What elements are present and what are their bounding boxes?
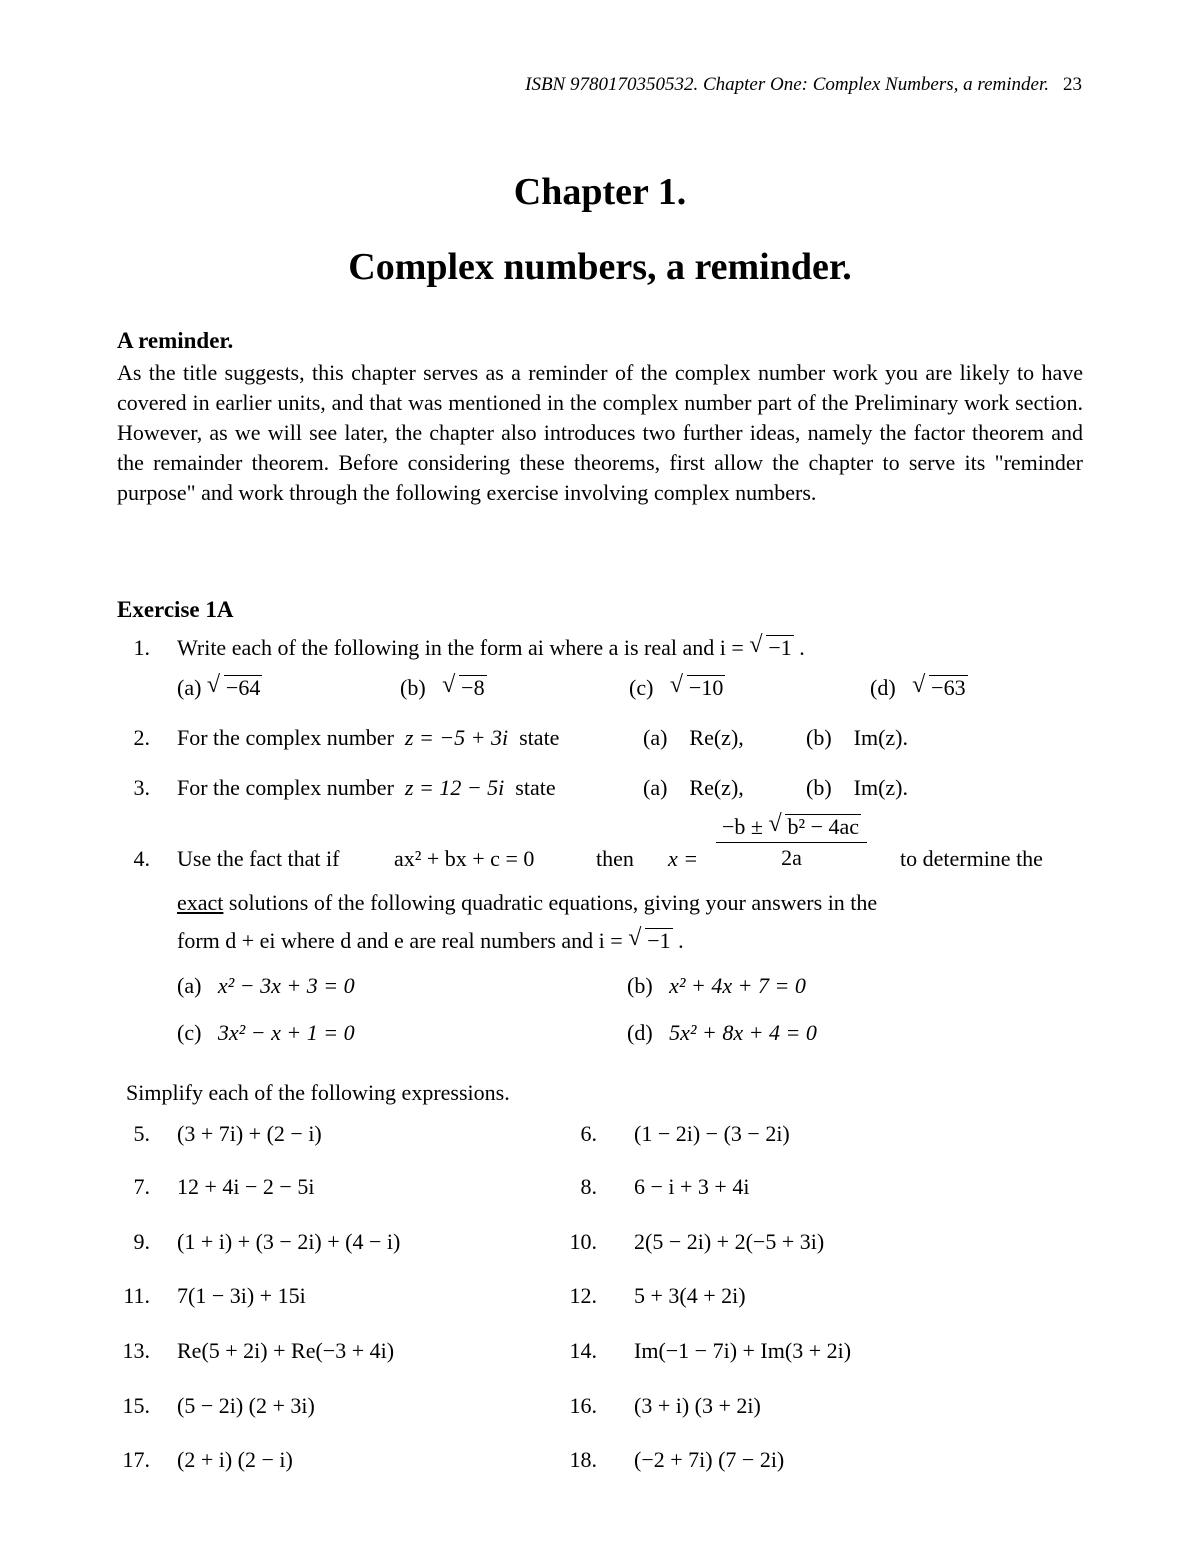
- q2-number: 2.: [133, 725, 150, 750]
- equation: x² + 4x + 7 = 0: [669, 973, 806, 998]
- part-label: (d): [627, 1020, 653, 1045]
- part-label: (a): [643, 725, 668, 750]
- q4-text2: to determine the: [900, 846, 1043, 871]
- q3-a-value: Re(z),: [689, 775, 744, 800]
- expr: (1 + i) + (3 − 2i) + (4 − i): [177, 1229, 401, 1254]
- q3-expression: z = 12 − 5i: [404, 775, 505, 800]
- part-label: (a): [177, 675, 202, 700]
- q4-x-equals: [668, 846, 698, 872]
- q2-b: [806, 725, 908, 751]
- expr-number: 12.: [569, 1283, 597, 1308]
- q1-part-a: [177, 675, 262, 701]
- q1-number: 1.: [133, 635, 150, 660]
- q2-prompt: For the complex number: [177, 725, 394, 750]
- q3-state: state: [515, 775, 556, 800]
- equation: x² − 3x + 3 = 0: [217, 973, 355, 998]
- q1-radicand: −1: [768, 635, 792, 660]
- q2-state: state: [519, 725, 560, 750]
- part-label: (a): [643, 775, 668, 800]
- formula-denominator: 2a: [781, 845, 802, 870]
- radicand: −1: [647, 928, 671, 953]
- expr: 2(5 − 2i) + 2(−5 + 3i): [634, 1229, 825, 1254]
- expr-number: 15.: [122, 1393, 150, 1418]
- q3-prompt: For the complex number: [177, 775, 394, 800]
- expr-number: 8.: [580, 1174, 597, 1199]
- part-label: (b): [806, 775, 832, 800]
- expr: (3 + 7i) + (2 − i): [177, 1121, 322, 1146]
- q4-part-a: [177, 973, 355, 999]
- expr: 7(1 − 3i) + 15i: [177, 1283, 306, 1308]
- q1-text: [177, 635, 805, 661]
- expr-number: 11.: [123, 1283, 150, 1308]
- part-label: (d): [870, 675, 896, 700]
- expr: (1 − 2i) − (3 − 2i): [634, 1121, 790, 1146]
- q4-part-b: [627, 973, 806, 999]
- formula-fraction: [716, 814, 867, 871]
- expr-number: 14.: [569, 1338, 597, 1363]
- q2-a-value: Re(z),: [689, 725, 744, 750]
- q3-b-value: Im(z).: [853, 775, 909, 800]
- q4-then: then: [596, 846, 634, 871]
- page-header: [525, 74, 1082, 96]
- expr: Re(5 + 2i) + Re(−3 + 4i): [177, 1338, 395, 1363]
- q3-b: [806, 775, 908, 801]
- discriminant: b² − 4ac: [787, 814, 860, 839]
- radicand: −10: [688, 675, 724, 700]
- expr-number: 6.: [580, 1121, 597, 1146]
- reminder-heading: A reminder.: [117, 328, 234, 353]
- q4-part-c: [177, 1020, 355, 1046]
- expr-number: 10.: [569, 1229, 597, 1254]
- x-equals: x =: [668, 846, 699, 871]
- equation: 3x² − x + 1 = 0: [217, 1020, 355, 1045]
- q4-line3-end: .: [678, 928, 684, 953]
- expr-number: 7.: [133, 1174, 150, 1199]
- expr: (2 + i) (2 − i): [177, 1447, 293, 1472]
- page-number: 23: [1063, 74, 1082, 95]
- expr-number: 17.: [122, 1447, 150, 1472]
- expr-number: 5.: [133, 1121, 150, 1146]
- q2-a: [643, 725, 744, 751]
- expr: (−2 + 7i) (7 − 2i): [634, 1447, 785, 1472]
- reminder-paragraph: As the title suggests, this chapter serves as a reminder of the complex number work you are likely to have covered in earlier units, and that was mentioned in the complex number part of the Preliminary work section. However, as we will see later, the chapter also introduces two further ideas, namely the factor theorem and the remainder theorem. Before considering these theorems, first allow the chapter to serve its "reminder purpose" and work through the following exercise involving complex numbers.: [117, 360, 1083, 505]
- q1-prompt: Write each of the following in the form ai where a is real and i =: [177, 635, 750, 660]
- sqrt-symbol: [442, 675, 486, 701]
- q1-part-d: [870, 675, 968, 701]
- expr: 6 − i + 3 + 4i: [634, 1174, 750, 1199]
- expr-number: 18.: [569, 1447, 597, 1472]
- expr: 5 + 3(4 + 2i): [634, 1283, 746, 1308]
- sqrt-symbol: [912, 675, 967, 701]
- q4-line2: [177, 890, 1083, 916]
- sqrt-symbol: [768, 814, 861, 840]
- q3-a: [643, 775, 744, 801]
- expr: 12 + 4i − 2 − 5i: [177, 1174, 315, 1199]
- exercise-heading: Exercise 1A: [117, 597, 234, 622]
- expr-number: 13.: [122, 1338, 150, 1363]
- part-label: (b): [400, 675, 426, 700]
- sqrt-symbol: [207, 675, 262, 701]
- q2-b-value: Im(z).: [853, 725, 909, 750]
- expr: (3 + i) (3 + 2i): [634, 1393, 761, 1418]
- part-label: (a): [177, 973, 202, 998]
- sqrt-symbol: [628, 928, 672, 954]
- header-text: ISBN 9780170350532. Chapter One: Complex Numbers, a reminder.: [525, 74, 1049, 95]
- sqrt-symbol: [670, 675, 725, 701]
- part-label: (c): [177, 1020, 202, 1045]
- part-label: (b): [806, 725, 832, 750]
- radicand: −63: [931, 675, 966, 700]
- q4-line3-text: form d + ei where d and e are real numbers and i =: [177, 928, 623, 953]
- sqrt-symbol: [749, 635, 793, 661]
- expr: (5 − 2i) (2 + 3i): [177, 1393, 315, 1418]
- q4-equation: ax² + bx + c = 0: [394, 846, 535, 871]
- q4-line3: [177, 928, 684, 954]
- exact-underlined: exact: [177, 890, 224, 915]
- expr-number: 16.: [569, 1393, 597, 1418]
- formula-numerator: [716, 814, 867, 843]
- equation: 5x² + 8x + 4 = 0: [669, 1020, 817, 1045]
- expr-number: 9.: [133, 1229, 150, 1254]
- q3-number: 3.: [133, 775, 150, 800]
- q2-expression: z = −5 + 3i: [404, 725, 509, 750]
- q4-line2-text: solutions of the following quadratic equations, giving your answers in the: [228, 890, 878, 915]
- q4-part-d: [627, 1020, 817, 1046]
- q1-end: .: [799, 635, 805, 660]
- chapter-subtitle: Complex numbers, a reminder.: [348, 246, 852, 288]
- numerator-prefix: −b ±: [722, 814, 763, 839]
- quadratic-formula: [716, 814, 867, 871]
- q4-intro: Use the fact that if: [177, 846, 340, 871]
- q1-part-c: [629, 675, 725, 701]
- q4-number: 4.: [133, 846, 150, 871]
- simplify-intro: Simplify each of the following expressions.: [126, 1080, 510, 1105]
- chapter-title: Chapter 1.: [513, 171, 687, 213]
- part-label: (c): [629, 675, 654, 700]
- q2-text: [177, 725, 559, 751]
- q1-part-b: [400, 675, 487, 701]
- radicand: −64: [225, 675, 261, 700]
- radicand: −8: [461, 675, 485, 700]
- q3-text: [177, 775, 556, 801]
- expr: Im(−1 − 7i) + Im(3 + 2i): [634, 1338, 852, 1363]
- part-label: (b): [627, 973, 653, 998]
